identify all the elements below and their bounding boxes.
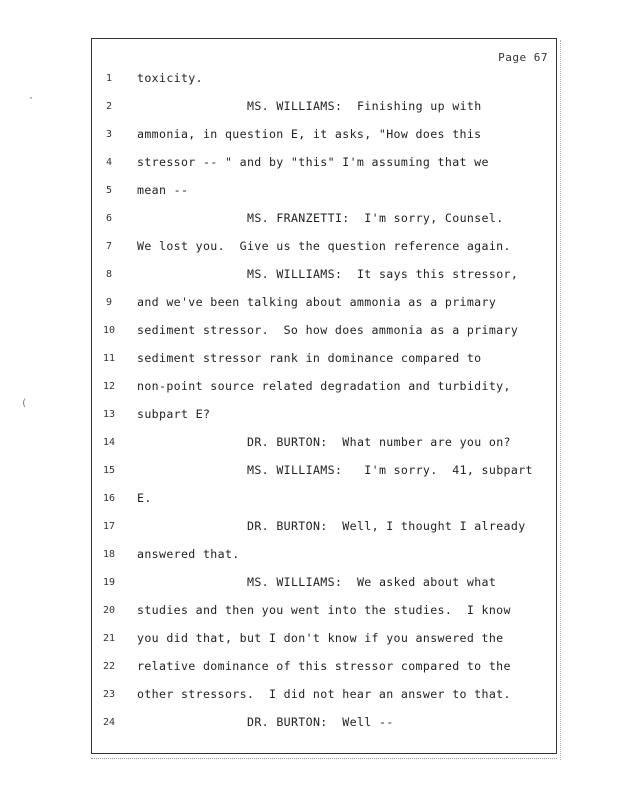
line-number: 13 [102, 409, 116, 420]
line-number: 8 [105, 269, 113, 280]
line-text: answered that. [137, 547, 240, 561]
line-number: 4 [105, 157, 113, 168]
transcript-line [92, 177, 556, 204]
line-text: other stressors. I did not hear an answer to that. [137, 687, 511, 701]
line-text: MS. WILLIAMS: We asked about what [247, 575, 497, 589]
page-number: Page 67 [498, 51, 548, 64]
transcript-line [92, 205, 556, 232]
line-text: and we've been talking about ammonia as a primary [137, 295, 497, 309]
scan-mark: · [28, 93, 35, 104]
line-number: 6 [105, 213, 113, 224]
transcript-line [92, 429, 556, 456]
transcript-line [92, 345, 556, 372]
transcript-line [92, 65, 556, 92]
line-text: DR. BURTON: Well -- [247, 715, 394, 729]
line-number: 11 [102, 353, 116, 364]
line-text: ammonia, in question E, it asks, "How does this [137, 127, 482, 141]
transcript-line [92, 401, 556, 428]
line-text: E. [137, 491, 152, 505]
transcript-line [92, 261, 556, 288]
transcript-line [92, 653, 556, 680]
line-number: 17 [102, 521, 116, 532]
line-text: We lost you. Give us the question reference again. [137, 239, 511, 253]
transcript-line [92, 485, 556, 512]
transcript-line [92, 513, 556, 540]
line-number: 21 [102, 633, 116, 644]
transcript-line [92, 681, 556, 708]
transcript-line [92, 373, 556, 400]
line-text: MS. WILLIAMS: It says this stressor, [247, 267, 519, 281]
line-number: 16 [102, 493, 116, 504]
transcript-line [92, 597, 556, 624]
line-text: sediment stressor. So how does ammonia as a primary [137, 323, 519, 337]
transcript-line [92, 233, 556, 260]
transcript-line [92, 709, 556, 736]
line-text: DR. BURTON: What number are you on? [247, 435, 511, 449]
line-text: non-point source related degradation and turbidity, [137, 379, 511, 393]
line-text: DR. BURTON: Well, I thought I already [247, 519, 526, 533]
line-text: subpart E? [137, 407, 211, 421]
line-text: MS. WILLIAMS: I'm sorry. 41, subpart [247, 463, 533, 477]
transcript-line [92, 149, 556, 176]
line-number: 20 [102, 605, 116, 616]
transcript-line [92, 625, 556, 652]
page-footer-rule [91, 758, 557, 759]
line-number: 7 [105, 241, 113, 252]
line-number: 5 [105, 185, 113, 196]
line-number: 18 [102, 549, 116, 560]
transcript-line [92, 541, 556, 568]
line-number: 1 [105, 73, 113, 84]
line-text: sediment stressor rank in dominance compared to [137, 351, 482, 365]
line-number: 14 [102, 437, 116, 448]
line-number: 2 [105, 101, 113, 112]
transcript-line [92, 121, 556, 148]
line-number: 12 [102, 381, 116, 392]
line-text: studies and then you went into the studies. I know [137, 603, 511, 617]
transcript-line [92, 569, 556, 596]
transcript-line [92, 457, 556, 484]
line-text: relative dominance of this stressor compared to the [137, 659, 511, 673]
line-number: 24 [102, 717, 116, 728]
line-number: 19 [102, 577, 116, 588]
line-number: 22 [102, 661, 116, 672]
line-number: 9 [105, 297, 113, 308]
scan-mark: ( [21, 398, 28, 409]
line-text: you did that, but I don't know if you answered the [137, 631, 504, 645]
scan-mark [560, 40, 561, 760]
transcript-body [92, 39, 556, 753]
transcript-line [92, 93, 556, 120]
line-number: 3 [105, 129, 113, 140]
line-text: mean -- [137, 183, 189, 197]
transcript-page [91, 38, 557, 754]
line-text: MS. FRANZETTI: I'm sorry, Counsel. [247, 211, 504, 225]
line-number: 10 [102, 325, 116, 336]
line-number: 23 [102, 689, 116, 700]
line-number: 15 [102, 465, 116, 476]
line-text: MS. WILLIAMS: Finishing up with [247, 99, 482, 113]
transcript-line [92, 317, 556, 344]
transcript-line [92, 289, 556, 316]
line-text: toxicity. [137, 71, 203, 85]
line-text: stressor -- " and by "this" I'm assuming that we [137, 155, 489, 169]
